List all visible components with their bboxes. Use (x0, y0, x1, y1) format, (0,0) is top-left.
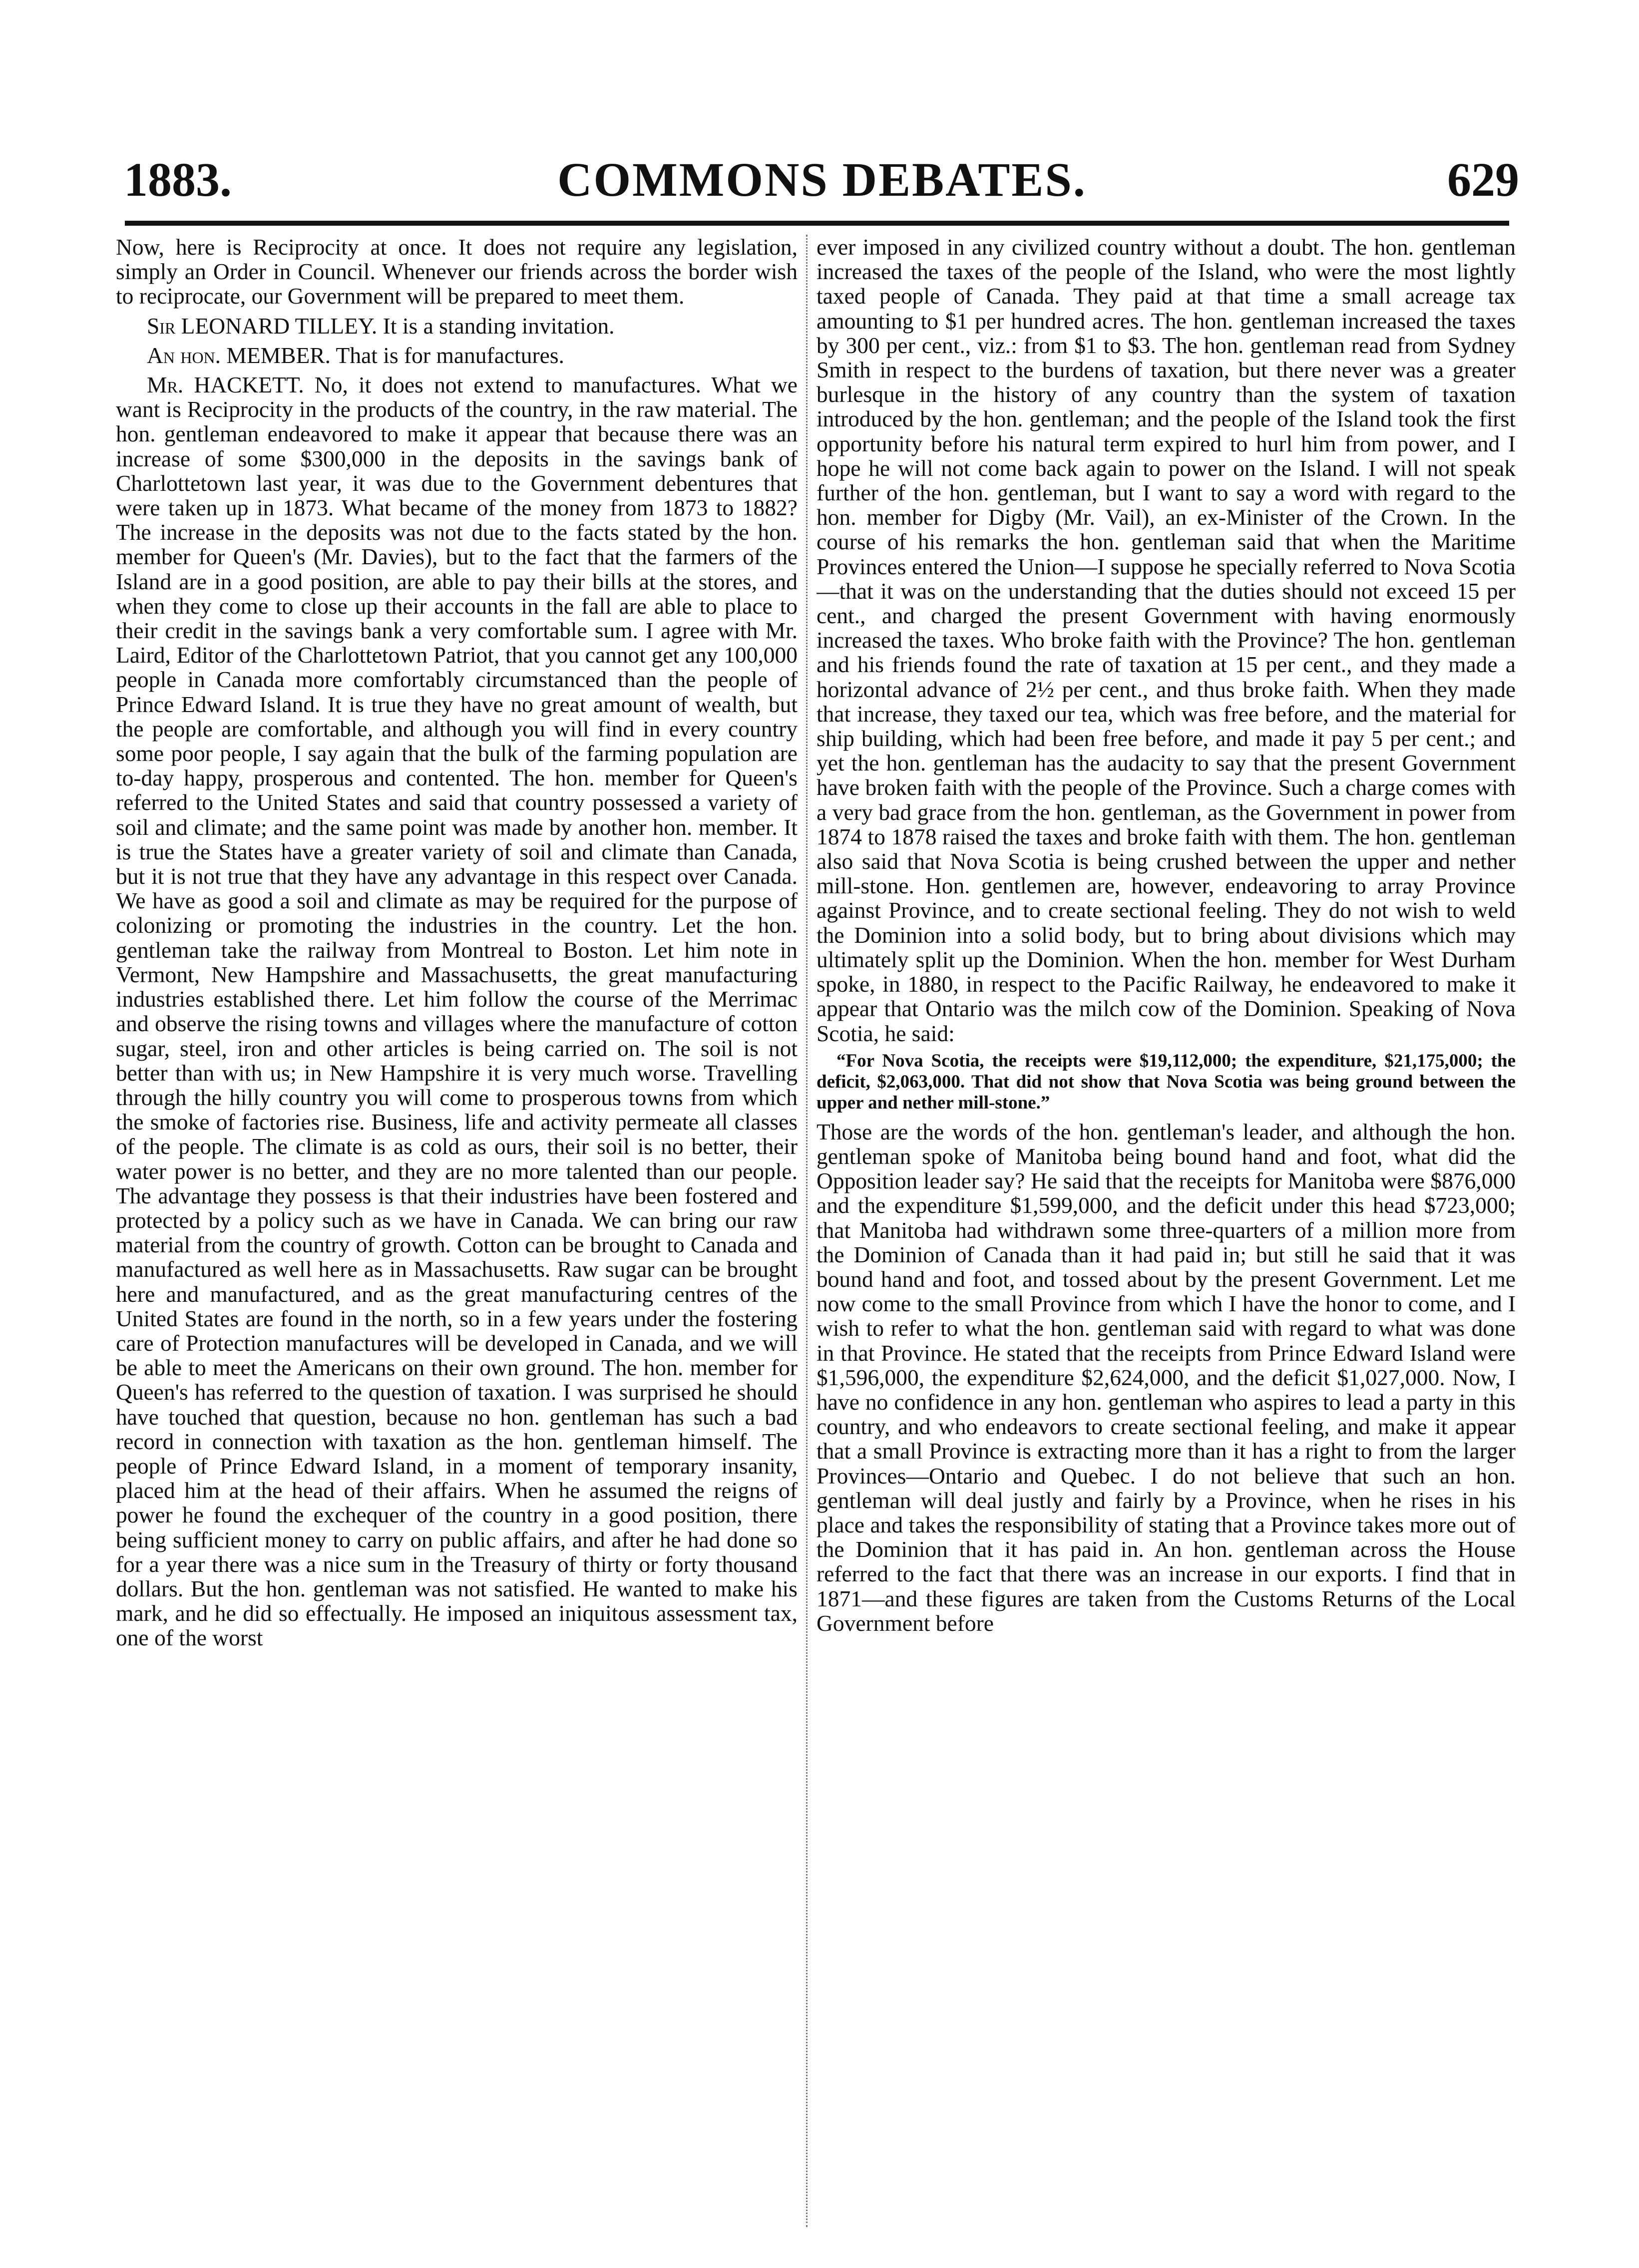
speaker-name: Mr. HACKETT. (147, 372, 304, 398)
speaker-name: Sir LEONARD TILLEY. (147, 313, 378, 339)
speaker-name: An hon. MEMBER. (147, 342, 331, 368)
speech-text: It is a standing invitation. (377, 313, 615, 339)
right-column (817, 235, 1516, 2227)
column-divider (806, 235, 808, 2227)
page-header (120, 150, 1524, 215)
header-title: COMMONS DEBATES. (557, 153, 1087, 206)
speech-paragraph (116, 373, 798, 1650)
page-number: 629 (1447, 153, 1519, 206)
body-paragraph: Those are the words of the hon. gentleman's leader, and although the hon. gentleman spoke of Manitoba being bound hand and foot, what did the Opposition leader say? He said that the receipts for Manitoba were $876,000 and the expenditure $1,599,000, and the deficit under this head $723,000; that Manitoba had withdrawn some three-quarters of a million more from the Dominion of Canada than it had paid in; but still he said that it was bound hand and foot, and tossed about by the present Government. Let me now come to the small Province from which I have the honor to come, and I wish to refer to what the hon. gentleman said with regard to what was done in that Province. He stated that the receipts from Prince Edward Island were $1,596,000, the expenditure $2,624,000, and the deficit $1,027,000. Now, I have no confidence in any hon. gentleman who aspires to lead a party in this country, and who endeavors to create sectional feeling, and make it appear that a small Province is extracting more than it has a right to from the larger Provinces—Ontario and Quebec. I do not believe that such an hon. gentleman will deal justly and fairly by a Province, when he rises in his place and takes the responsibility of stating that a Province takes more out of the Dominion that it has paid in. An hon. gentleman across the House referred to the fact that there was an increase in our exports. I find that in 1871—and these figures are taken from the Customs Returns of the Local Government before (817, 1119, 1516, 1636)
left-column (116, 235, 798, 2227)
header-rule (125, 221, 1509, 226)
speech-text: That is for manufactures. (331, 342, 564, 368)
body-paragraph: Now, here is Reciprocity at once. It does not require any legislation, simply an Order in Council. Whenever our friends across the border wish to reciprocate, our Government will be prepared to meet them. (116, 235, 798, 309)
block-quote: “For Nova Scotia, the receipts were $19,112,000; the expenditure, $21,175,000; the deficit, $2,063,000. That did not show that Nova Scotia was being ground between the upper and nether mill-stone.” (817, 1050, 1516, 1113)
speech-paragraph (116, 314, 798, 338)
speech-paragraph (116, 343, 798, 368)
speech-text: No, it does not extend to manufactures. What we want is Reciprocity in the products of the country, in the raw material. The hon. gentleman endeavored to make it appear that because there was an increase of some $300,000 in the deposits in the savings bank of Charlottetown last year, it was due to the Government debentures that were taken up in 1873. What became of the money from 1873 to 1882? The increase in the deposits was not due to the facts stated by the hon. member for Queen's (Mr. Davies), but to the fact that the farmers of the Island are in a good position, are able to pay their bills at the stores, and when they come to close up their accounts in the fall are able to place to their credit in the savings bank a very comfortable sum. I agree with Mr. Laird, Editor of the Charlottetown Patriot, that you cannot get any 100,000 people in Canada more comfortably circumstanced than the people of Prince Edward Island. It is true they have no great amount of wealth, but the people are comfortable, and although you will find in every country some poor people, I say again that the bulk of the farming population are to-day happy, prosperous and contented. The hon. member for Queen's referred to the United States and said that country possessed a variety of soil and climate; and the same point was made by another hon. member. It is true the States have a greater variety of soil and climate than Canada, but it is not true that they have any advantage in this respect over Canada. We have as good a soil and climate as may be required for the purpose of colonizing or promoting the industries in the country. Let the hon. gentleman take the railway from Montreal to Boston. Let him note in Vermont, New Hampshire and Massachusetts, the great manufacturing industries established there. Let him follow the course of the Merrimac and observe the rising towns and villages where the manufacture of cotton sugar, steel, iron and other articles is being carried on. The soil is not better than with us; in New Hampshire it is very much worse. Travelling through the hilly country you will come to prosperous towns from which the smoke of factories rise. Business, life and activity permeate all classes of the people. The climate is as cold as ours, their soil is no better, their water power is no better, and they are no more talented than our people. The advantage they possess is that their industries have been fostered and protected by a policy such as we have in Canada. We can bring our raw material from the country of growth. Cotton can be brought to Canada and manufactured as well here as in Massachusetts. Raw sugar can be brought here and manufactured, and as the great manufacturing centres of the United States are found in the north, so in a few years under the fostering care of Protection manufactures will be developed in Canada, and we will be able to meet the Americans on their own ground. The hon. member for Queen's has referred to the question of taxation. I was surprised he should have touched that question, because no hon. gentleman has such a bad record in connection with taxation as the hon. gentleman himself. The people of Prince Edward Island, in a moment of temporary insanity, placed him at the head of their affairs. When he assumed the reigns of power he found the exchequer of the country in a good position, there being sufficient money to carry on public affairs, and after he had done so for a year there was a nice sum in the Treasury of thirty or forty thousand dollars. But the hon. gentleman was not satisfied. He wanted to make his mark, and he did so effectually. He imposed an iniquitous assessment tax, one of the worst (116, 372, 798, 1651)
body-paragraph: ever imposed in any civilized country without a doubt. The hon. gentleman increased the taxes of the people of the Island, who were the most lightly taxed people of Canada. They paid at that time a small acreage tax amounting to $1 per hundred acres. The hon. gentleman increased the taxes by 300 per cent., viz.: from $1 to $3. The hon. gentleman read from Sydney Smith in respect to the burdens of taxation, but there never was a greater burlesque in the history of any country than the system of taxation introduced by the hon. gentleman; and the people of the Island took the first opportunity before his natural term expired to hurl him from power, and I hope he will not come back again to power on the Island. I will not speak further of the hon. gentleman, but I want to say a word with regard to the hon. member for Digby (Mr. Vail), an ex-Minister of the Crown. In the course of his remarks the hon. gentleman said that when the Maritime Provinces entered the Union—I suppose he specially referred to Nova Scotia—that it was on the understanding that the duties should not exceed 15 per cent., and charged the present Government with having enormously increased the taxes. Who broke faith with the Province? The hon. gentleman and his friends found the rate of taxation at 15 per cent., and they made a horizontal advance of 2½ per cent., and thus broke faith. When they made that increase, they taxed our tea, which was free before, and the material for ship building, which had been free before, and made it pay 5 per cent.; and yet the hon. gentleman has the audacity to say that the present Government have broken faith with the people of the Province. Such a charge comes with a very bad grace from the hon. gentleman, as the Government in power from 1874 to 1878 raised the taxes and broke faith with them. The hon. gentleman also said that Nova Scotia is being crushed between the upper and nether mill-stone. Hon. gentlemen are, however, endeavoring to array Province against Province, and to create sectional feeling. They do not wish to weld the Dominion into a solid body, but to bring about divisions which may ultimately split up the Dominion. When the hon. member for West Durham spoke, in 1880, in respect to the Pacific Railway, he endeavored to make it appear that Ontario was the milch cow of the Dominion. Speaking of Nova Scotia, he said: (817, 235, 1516, 1046)
header-year: 1883. (124, 153, 232, 206)
